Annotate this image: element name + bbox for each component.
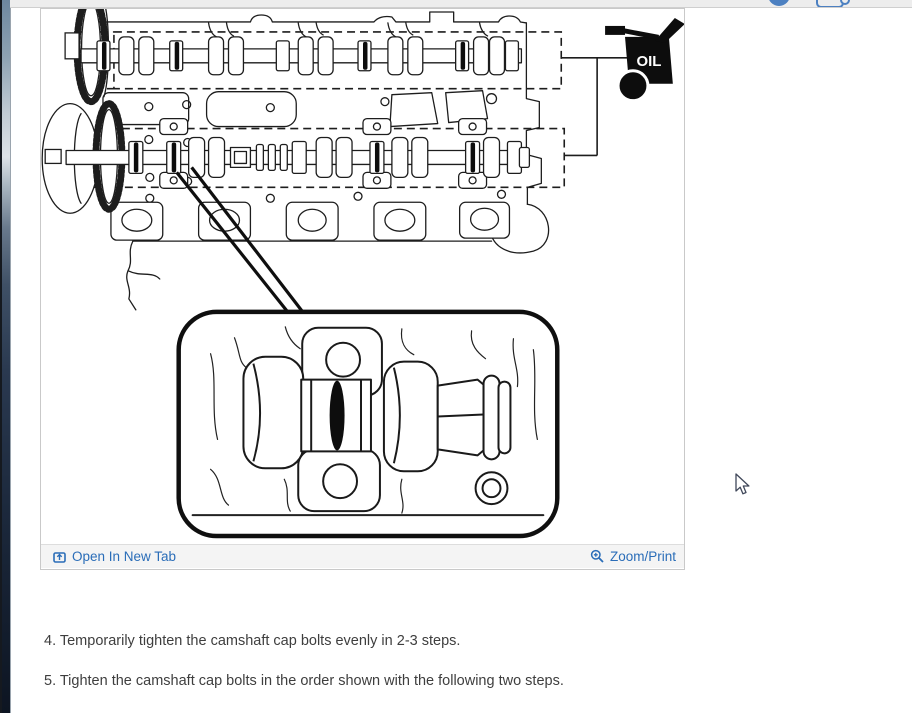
image-viewer-footer (41, 544, 684, 568)
top-toolbar (10, 0, 912, 8)
camshaft-sprockets (42, 9, 122, 213)
open-in-new-tab-link[interactable] (53, 549, 176, 564)
detail-callout-bubble (179, 312, 558, 536)
camshafts (66, 37, 529, 188)
instruction-step: 5. Tighten the camshaft cap bolts in the order shown with the following two steps. (44, 673, 564, 689)
camshaft-diagram-image (41, 9, 684, 544)
open-in-new-tab-icon (53, 550, 67, 563)
oil-label: OIL (636, 52, 662, 70)
chat-icon[interactable] (816, 0, 844, 8)
mouse-cursor (735, 473, 752, 502)
image-viewer-panel (40, 8, 685, 570)
zoom-print-link[interactable] (590, 549, 676, 564)
cap-bolt-mark (330, 381, 345, 451)
background-image-edge (2, 0, 11, 713)
profile-icon[interactable] (768, 0, 790, 6)
oil-can-icon (561, 18, 684, 155)
open-in-new-tab-label: Open In New Tab (72, 549, 177, 564)
zoom-print-label: Zoom/Print (609, 549, 676, 564)
zoom-in-icon (590, 549, 605, 564)
instruction-step: 4. Temporarily tighten the camshaft cap bolts evenly in 2-3 steps. (44, 633, 461, 649)
